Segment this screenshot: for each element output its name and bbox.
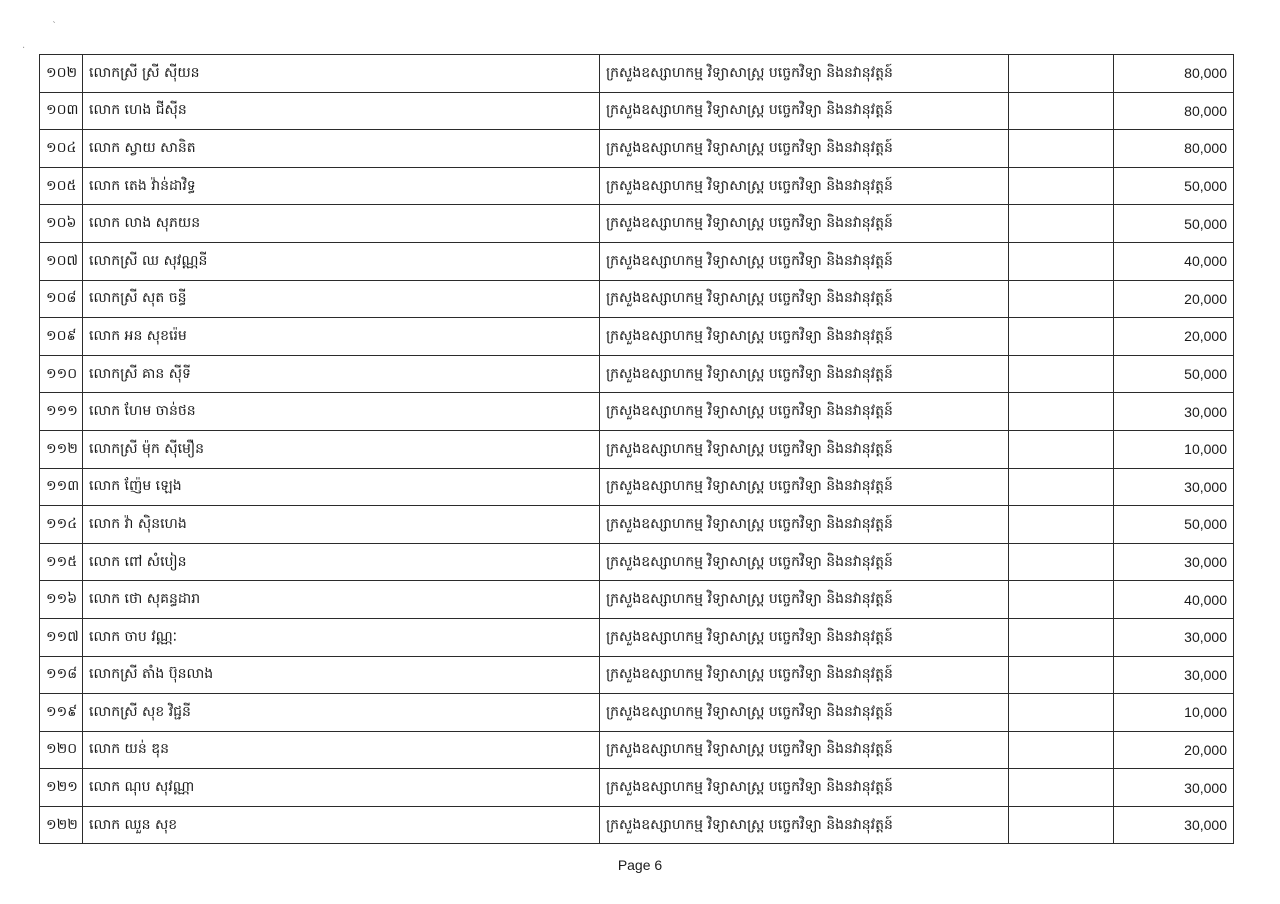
amount-cell: 10,000 (1114, 694, 1234, 732)
institution-cell: ក្រសួងឧស្សាហកម្ម វិទ្យាសាស្ត្រ បច្ចេកវិទ្យា និងនវានុវត្តន៍ (600, 167, 1009, 205)
institution-cell: ក្រសួងឧស្សាហកម្ម វិទ្យាសាស្ត្រ បច្ចេកវិទ្យា និងនវានុវត្តន៍ (600, 731, 1009, 769)
row-number-cell: ១២២ (40, 806, 83, 844)
table-row (40, 318, 1234, 356)
donor-name-cell: លោកស្រី តាំង ប៊ុនលាង (83, 656, 600, 694)
amount-cell: 40,000 (1114, 581, 1234, 619)
amount-cell: 80,000 (1114, 92, 1234, 130)
institution-cell: ក្រសួងឧស្សាហកម្ម វិទ្យាសាស្ត្រ បច្ចេកវិទ្យា និងនវានុវត្តន៍ (600, 355, 1009, 393)
amount-cell: 80,000 (1114, 130, 1234, 168)
institution-cell: ក្រសួងឧស្សាហកម្ម វិទ្យាសាស្ត្រ បច្ចេកវិទ្យា និងនវានុវត្តន៍ (600, 694, 1009, 732)
institution-cell: ក្រសួងឧស្សាហកម្ម វិទ្យាសាស្ត្រ បច្ចេកវិទ្យា និងនវានុវត្តន៍ (600, 769, 1009, 807)
amount-cell: 50,000 (1114, 506, 1234, 544)
institution-cell: ក្រសួងឧស្សាហកម្ម វិទ្យាសាស្ត្រ បច្ចេកវិទ្យា និងនវានុវត្តន៍ (600, 393, 1009, 431)
donor-name-cell: លោក តេង វ៉ាន់ដាវិទ្ធ (83, 167, 600, 205)
table-row (40, 468, 1234, 506)
donor-name-cell: លោក វ៉ា ស៊ិនហេង (83, 506, 600, 544)
table-row (40, 506, 1234, 544)
table-row (40, 581, 1234, 619)
table-row (40, 130, 1234, 168)
institution-cell: ក្រសួងឧស្សាហកម្ម វិទ្យាសាស្ត្រ បច្ចេកវិទ្យា និងនវានុវត្តន៍ (600, 280, 1009, 318)
blank-cell (1009, 806, 1114, 844)
row-number-cell: ១០៦ (40, 205, 83, 243)
table-row (40, 280, 1234, 318)
table-row (40, 694, 1234, 732)
page-number: Page 6 (617, 857, 663, 873)
donor-name-cell: លោក លាង សុភយន (83, 205, 600, 243)
donor-name-cell: លោក ពៅ សំបៀន (83, 543, 600, 581)
blank-cell (1009, 167, 1114, 205)
donor-table (39, 54, 1234, 844)
amount-cell: 20,000 (1114, 318, 1234, 356)
donor-table-body (40, 55, 1234, 844)
blank-cell (1009, 130, 1114, 168)
table-row (40, 167, 1234, 205)
amount-cell: 10,000 (1114, 430, 1234, 468)
table-row (40, 92, 1234, 130)
blank-cell (1009, 318, 1114, 356)
donor-name-cell: លោក ចាប វណ្ណៈ (83, 618, 600, 656)
blank-cell (1009, 506, 1114, 544)
row-number-cell: ១១៤ (40, 506, 83, 544)
row-number-cell: ១០៨ (40, 280, 83, 318)
amount-cell: 30,000 (1114, 769, 1234, 807)
blank-cell (1009, 242, 1114, 280)
amount-cell: 50,000 (1114, 355, 1234, 393)
table-row (40, 769, 1234, 807)
row-number-cell: ១១៧ (40, 618, 83, 656)
institution-cell: ក្រសួងឧស្សាហកម្ម វិទ្យាសាស្ត្រ បច្ចេកវិទ្យា និងនវានុវត្តន៍ (600, 806, 1009, 844)
table-row (40, 806, 1234, 844)
donor-name-cell: លោក ឈួន សុខ (83, 806, 600, 844)
row-number-cell: ១១២ (40, 430, 83, 468)
institution-cell: ក្រសួងឧស្សាហកម្ម វិទ្យាសាស្ត្រ បច្ចេកវិទ្យា និងនវានុវត្តន៍ (600, 581, 1009, 619)
blank-cell (1009, 694, 1114, 732)
donor-name-cell: លោក អន សុខរ៉េម (83, 318, 600, 356)
institution-cell: ក្រសួងឧស្សាហកម្ម វិទ្យាសាស្ត្រ បច្ចេកវិទ្យា និងនវានុវត្តន៍ (600, 430, 1009, 468)
donor-name-cell: លោក យន់ ឌុន (83, 731, 600, 769)
donor-name-cell: លោក ញ៉ែម ឡេង (83, 468, 600, 506)
donor-name-cell: លោកស្រី ស្រី ស៊ីយន (83, 55, 600, 93)
table-row (40, 543, 1234, 581)
blank-cell (1009, 205, 1114, 243)
row-number-cell: ១០៥ (40, 167, 83, 205)
amount-cell: 30,000 (1114, 468, 1234, 506)
table-row (40, 355, 1234, 393)
table-row (40, 731, 1234, 769)
blank-cell (1009, 618, 1114, 656)
amount-cell: 40,000 (1114, 242, 1234, 280)
row-number-cell: ១២១ (40, 769, 83, 807)
donor-name-cell: លោក ថោ សុគន្ធដារា (83, 581, 600, 619)
table-row (40, 205, 1234, 243)
row-number-cell: ១០៧ (40, 242, 83, 280)
row-number-cell: ១១៨ (40, 656, 83, 694)
row-number-cell: ១១១ (40, 393, 83, 431)
amount-cell: 20,000 (1114, 731, 1234, 769)
table-row (40, 430, 1234, 468)
amount-cell: 30,000 (1114, 393, 1234, 431)
donor-name-cell: លោក ស្វាយ សានិត (83, 130, 600, 168)
institution-cell: ក្រសួងឧស្សាហកម្ម វិទ្យាសាស្ត្រ បច្ចេកវិទ្យា និងនវានុវត្តន៍ (600, 55, 1009, 93)
blank-cell (1009, 769, 1114, 807)
table-row (40, 618, 1234, 656)
institution-cell: ក្រសួងឧស្សាហកម្ម វិទ្យាសាស្ត្រ បច្ចេកវិទ្យា និងនវានុវត្តន៍ (600, 205, 1009, 243)
donor-name-cell: លោកស្រី សុត ចន្ធី (83, 280, 600, 318)
institution-cell: ក្រសួងឧស្សាហកម្ម វិទ្យាសាស្ត្រ បច្ចេកវិទ្យា និងនវានុវត្តន៍ (600, 506, 1009, 544)
institution-cell: ក្រសួងឧស្សាហកម្ម វិទ្យាសាស្ត្រ បច្ចេកវិទ្យា និងនវានុវត្តន៍ (600, 618, 1009, 656)
table-row (40, 55, 1234, 93)
row-number-cell: ១០៩ (40, 318, 83, 356)
row-number-cell: ១១៦ (40, 581, 83, 619)
row-number-cell: ១០៣ (40, 92, 83, 130)
blank-cell (1009, 355, 1114, 393)
blank-cell (1009, 543, 1114, 581)
blank-cell (1009, 468, 1114, 506)
row-number-cell: ១១៩ (40, 694, 83, 732)
donor-name-cell: លោក ហេង ជីស៊ីន (83, 92, 600, 130)
row-number-cell: ១២០ (40, 731, 83, 769)
blank-cell (1009, 92, 1114, 130)
row-number-cell: ១០២ (40, 55, 83, 93)
donor-name-cell: លោក ហែម ចាន់ថន (83, 393, 600, 431)
donor-name-cell: លោកស្រី ឈ សុវណ្ណនី (83, 242, 600, 280)
amount-cell: 50,000 (1114, 205, 1234, 243)
scan-artifact-dot: · (22, 43, 26, 54)
institution-cell: ក្រសួងឧស្សាហកម្ម វិទ្យាសាស្ត្រ បច្ចេកវិទ្យា និងនវានុវត្តន៍ (600, 543, 1009, 581)
amount-cell: 80,000 (1114, 55, 1234, 93)
blank-cell (1009, 581, 1114, 619)
donor-name-cell: លោកស្រី ម៉ុក ស៊ីមឿន (83, 430, 600, 468)
institution-cell: ក្រសួងឧស្សាហកម្ម វិទ្យាសាស្ត្រ បច្ចេកវិទ្យា និងនវានុវត្តន៍ (600, 130, 1009, 168)
amount-cell: 30,000 (1114, 543, 1234, 581)
row-number-cell: ១១៣ (40, 468, 83, 506)
amount-cell: 30,000 (1114, 806, 1234, 844)
donor-name-cell: លោក ណុប សុវណ្ណា (83, 769, 600, 807)
institution-cell: ក្រសួងឧស្សាហកម្ម វិទ្យាសាស្ត្រ បច្ចេកវិទ្យា និងនវានុវត្តន៍ (600, 242, 1009, 280)
amount-cell: 30,000 (1114, 618, 1234, 656)
row-number-cell: ១១៥ (40, 543, 83, 581)
table-row (40, 242, 1234, 280)
blank-cell (1009, 656, 1114, 694)
institution-cell: ក្រសួងឧស្សាហកម្ម វិទ្យាសាស្ត្រ បច្ចេកវិទ្យា និងនវានុវត្តន៍ (600, 468, 1009, 506)
blank-cell (1009, 731, 1114, 769)
blank-cell (1009, 280, 1114, 318)
blank-cell (1009, 393, 1114, 431)
amount-cell: 30,000 (1114, 656, 1234, 694)
institution-cell: ក្រសួងឧស្សាហកម្ម វិទ្យាសាស្ត្រ បច្ចេកវិទ្យា និងនវានុវត្តន៍ (600, 92, 1009, 130)
institution-cell: ក្រសួងឧស្សាហកម្ម វិទ្យាសាស្ត្រ បច្ចេកវិទ្យា និងនវានុវត្តន៍ (600, 318, 1009, 356)
table-row (40, 656, 1234, 694)
blank-cell (1009, 430, 1114, 468)
row-number-cell: ១១០ (40, 355, 83, 393)
amount-cell: 50,000 (1114, 167, 1234, 205)
institution-cell: ក្រសួងឧស្សាហកម្ម វិទ្យាសាស្ត្រ បច្ចេកវិទ្យា និងនវានុវត្តន៍ (600, 656, 1009, 694)
amount-cell: 20,000 (1114, 280, 1234, 318)
table-row (40, 393, 1234, 431)
donor-name-cell: លោកស្រី គាន ស៊ីទី (83, 355, 600, 393)
donor-name-cell: លោកស្រី សុខ វិជ្ជនី (83, 694, 600, 732)
blank-cell (1009, 55, 1114, 93)
row-number-cell: ១០៤ (40, 130, 83, 168)
scan-artifact-mark: ` (52, 21, 57, 32)
